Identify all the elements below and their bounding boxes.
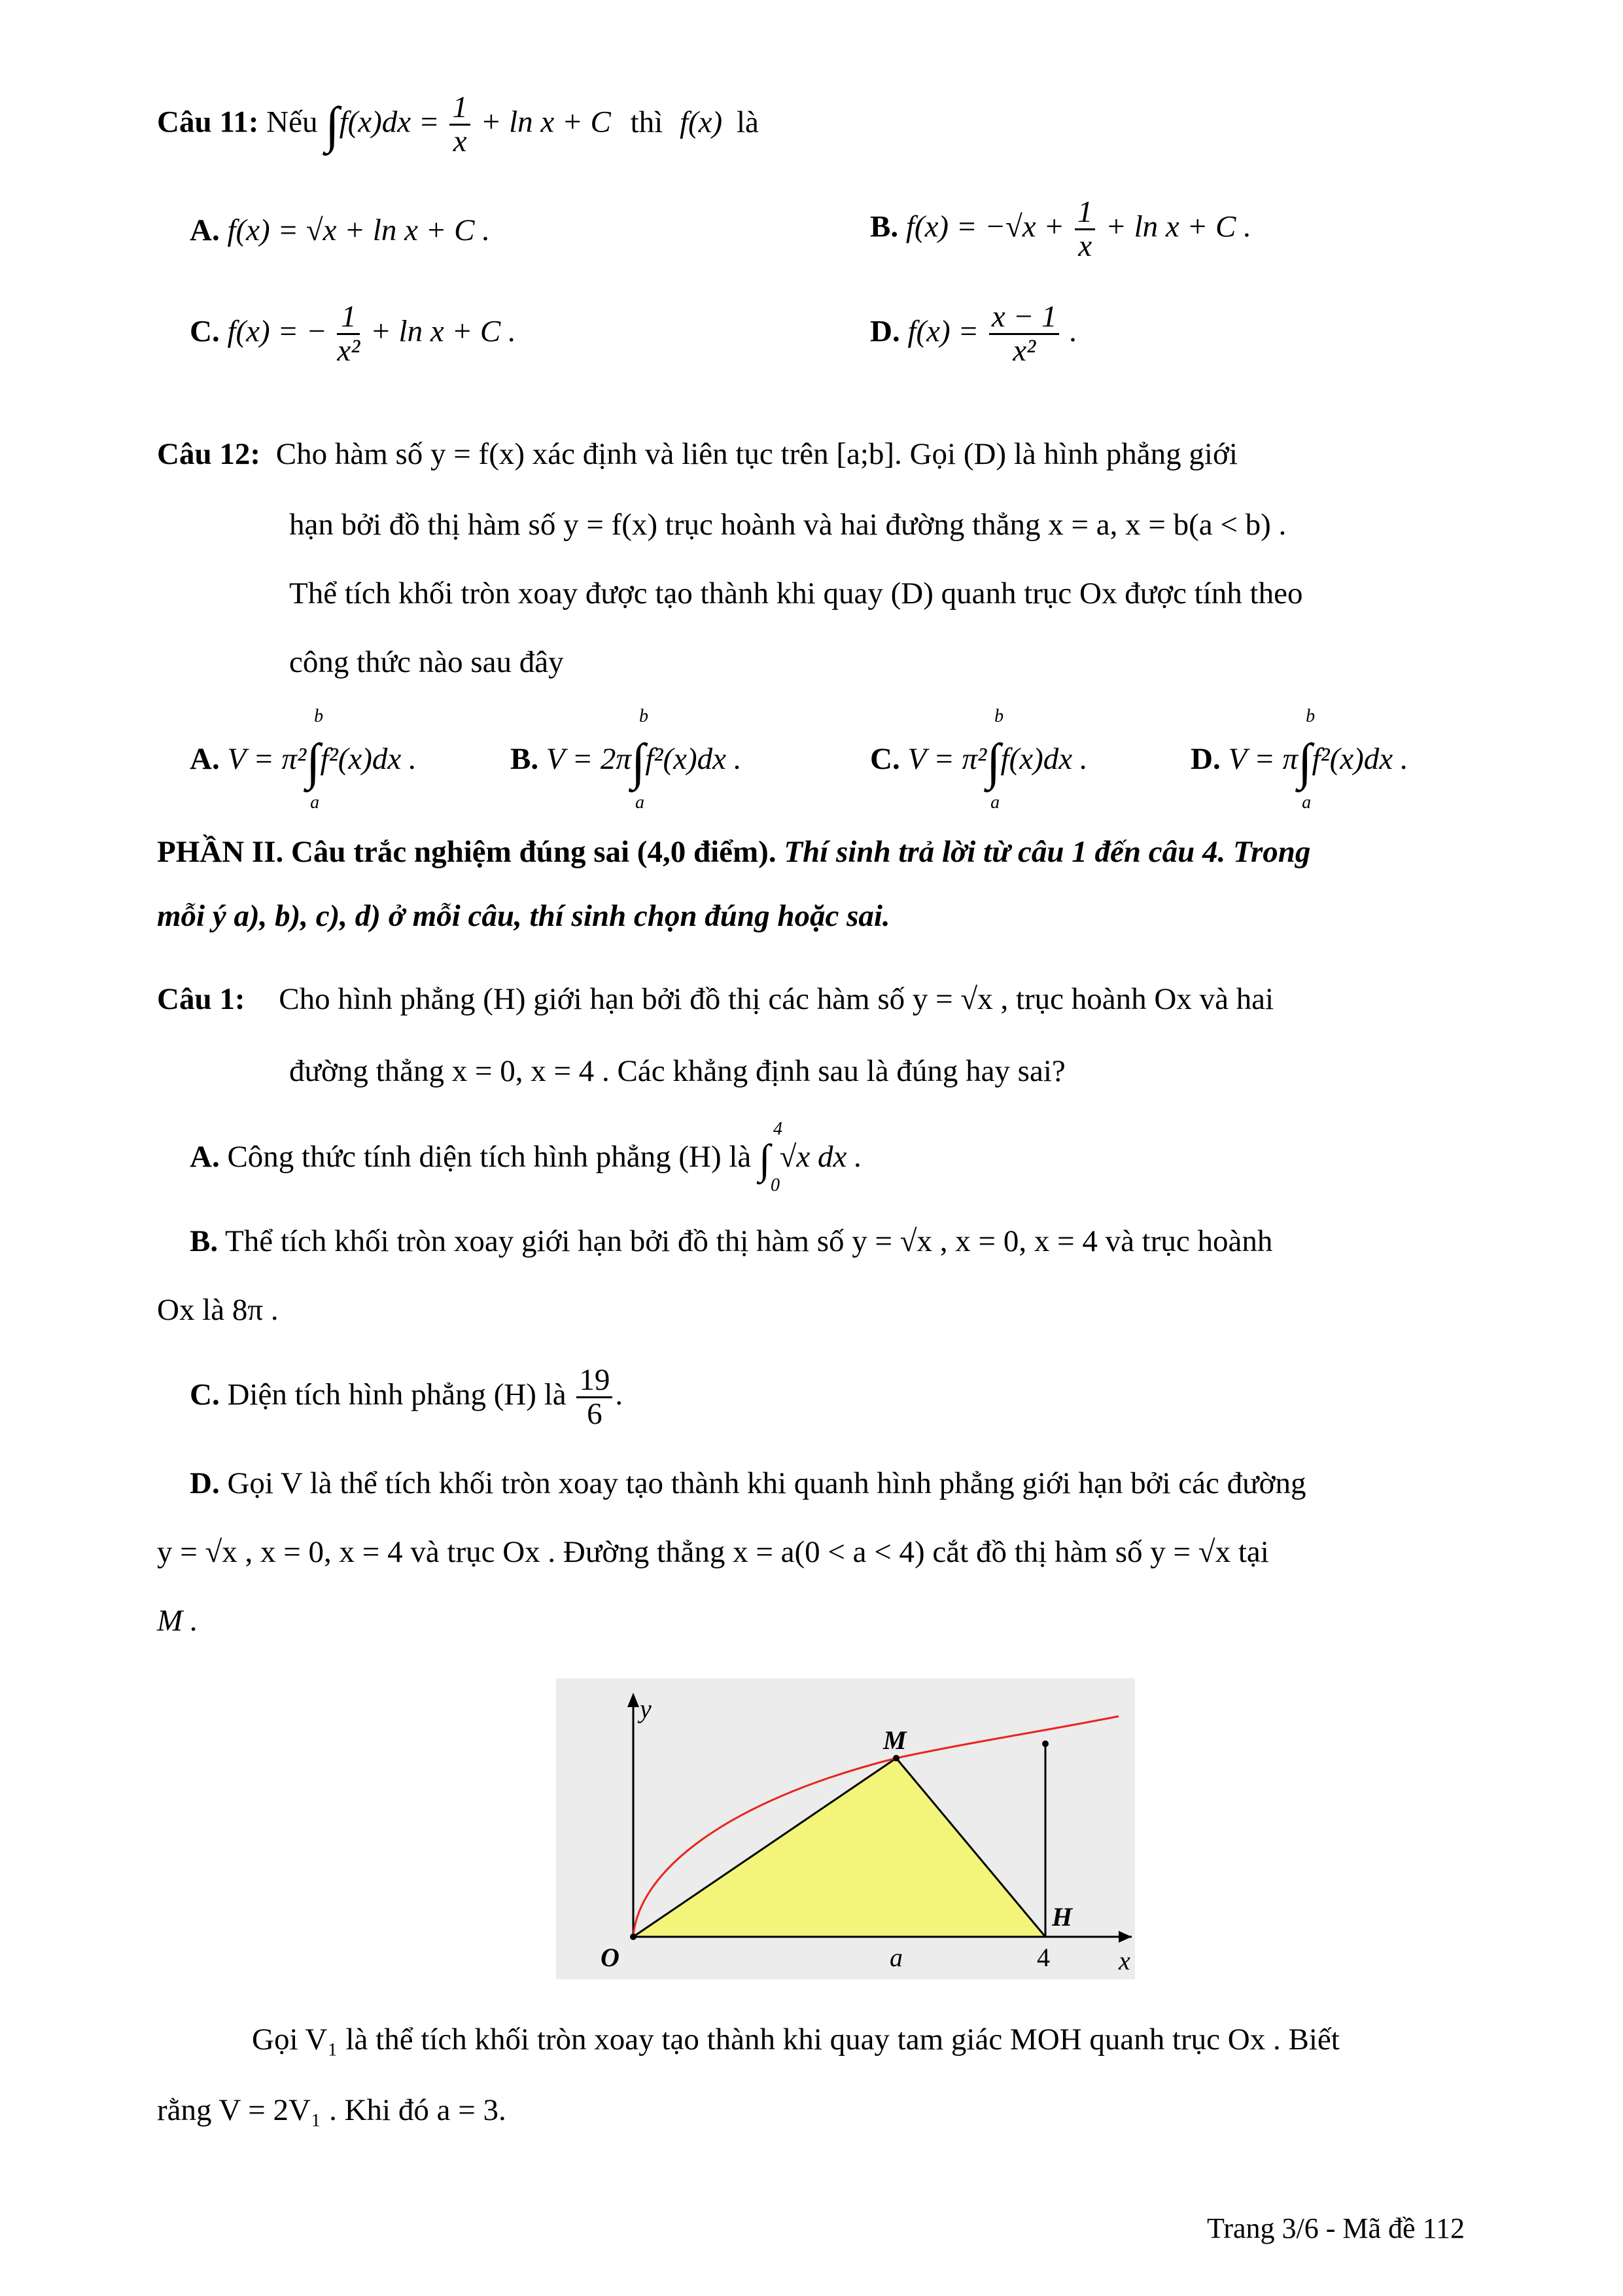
q12-option-c: C. V = π²∫ b a f(x)dx .: [870, 706, 1088, 813]
page-footer: Trang 3/6 - Mã đề 112: [1207, 2212, 1465, 2244]
q12-option-a: A. V = π²∫ b a f²(x)dx .: [190, 706, 417, 813]
part2-line2: mỗi ý a), b), c), d) ở mỗi câu, thí sinh chọn đúng hoặc sai.: [157, 899, 890, 933]
q11-option-b: B. f(x) = −√x + $\frac{1}{x}$ + ln x + C .: [870, 195, 1251, 264]
q11-stem-pre: Nếu: [266, 105, 318, 139]
h-label: H: [1052, 1902, 1073, 1932]
q1-statement-c: C. Diện tích hình phẳng (H) là $\frac{19}{6}$ .: [190, 1363, 623, 1432]
q1-statement-d-line2: y = √x , x = 0, x = 4 và trục Ox . Đường thẳng x = a(0 < a < 4) cắt đồ thị hàm số y = √x tại: [157, 1535, 1269, 1569]
figure-graph: [556, 1678, 1135, 1979]
four-label: 4: [1037, 1943, 1050, 1972]
q12-option-d: D. V = π∫ b a f²(x)dx .: [1191, 706, 1408, 813]
q1-statement-d-line3: M .: [157, 1604, 198, 1638]
point-x4-top: [1042, 1740, 1049, 1747]
q1-statement-d-line5: rằng V = 2V₁ . Khi đó a = 3.: [157, 2093, 506, 2127]
q11-fx: f(x): [679, 105, 723, 139]
q12-line3: Thể tích khối tròn xoay được tạo thành khi quay (D) quanh trục Ox được tính theo: [289, 576, 1303, 610]
q11-option-d: D. f(x) = $\frac{x - 1}{\text{x²}}$ .: [870, 300, 1077, 368]
q11-option-a: A. f(x) = √x + ln x + C .: [190, 213, 490, 247]
q1-statement-d-line4: Gọi V₁ là thể tích khối tròn xoay tạo thành khi quay tam giác MOH quanh trục Ox . Biết: [252, 2022, 1340, 2057]
origin-label: O: [601, 1943, 620, 1972]
integral-sign-icon: ∫: [325, 96, 340, 153]
q11-then: thì: [630, 105, 663, 139]
q11-stem-rest: + ln x + C: [480, 105, 611, 139]
q11-frac: $\frac{1}{x}$: [449, 92, 470, 158]
y-axis-label: y: [640, 1694, 652, 1723]
a-label: a: [890, 1943, 903, 1972]
q11-end: là: [736, 105, 759, 139]
q1-statement-d-line1: D. Gọi V là thể tích khối tròn xoay tạo thành khi quanh hình phẳng giới hạn bởi các đường: [190, 1466, 1306, 1500]
q12-line1: Câu 12: Cho hàm số y = f(x) xác định và liên tục trên [a;b]. Gọi (D) là hình phẳng giới: [157, 437, 1238, 471]
point-m: [893, 1755, 899, 1761]
q12-line4: công thức nào sau đây: [289, 645, 564, 679]
q12-line2: hạn bởi đồ thị hàm số y = f(x) trục hoành và hai đường thẳng x = a, x = b(a < b) .: [289, 508, 1287, 542]
q12-label: Câu 12:: [157, 437, 260, 471]
point-o: [630, 1934, 637, 1940]
x-axis-label: x: [1119, 1946, 1130, 1975]
q1-statement-a: A. Công thức tính diện tích hình phẳng (H) là ∫ 4 0 √x dx .: [190, 1119, 862, 1195]
q1-line1: Câu 1: Cho hình phẳng (H) giới hạn bởi đồ thị các hàm số y = √x , trục hoành Ox và hai: [157, 982, 1274, 1016]
q11-integral: f(x)dx =: [339, 105, 440, 139]
q1-statement-b-line2: Ox là 8π .: [157, 1293, 279, 1327]
q11-stem: [157, 92, 759, 158]
q11-label: Câu 11:: [157, 105, 259, 139]
q11-option-c: C. f(x) = − $\frac{1}{\text{x²}}$ + ln x + C .: [190, 300, 516, 368]
q1-statement-b-line1: B. Thể tích khối tròn xoay giới hạn bởi đồ thị hàm số y = √x , x = 0, x = 4 và trục hoành: [190, 1224, 1273, 1258]
q1-line2: đường thẳng x = 0, x = 4 . Các khẳng định sau là đúng hay sai?: [289, 1054, 1066, 1088]
part2-heading: PHẦN II. Câu trắc nghiệm đúng sai (4,0 điểm). Thí sinh trả lời từ câu 1 đến câu 4. Trong: [157, 835, 1311, 869]
m-label: M: [883, 1725, 907, 1755]
q1-label: Câu 1:: [157, 982, 245, 1016]
q12-option-b: B. V = 2π∫ b a f²(x)dx .: [510, 706, 742, 813]
